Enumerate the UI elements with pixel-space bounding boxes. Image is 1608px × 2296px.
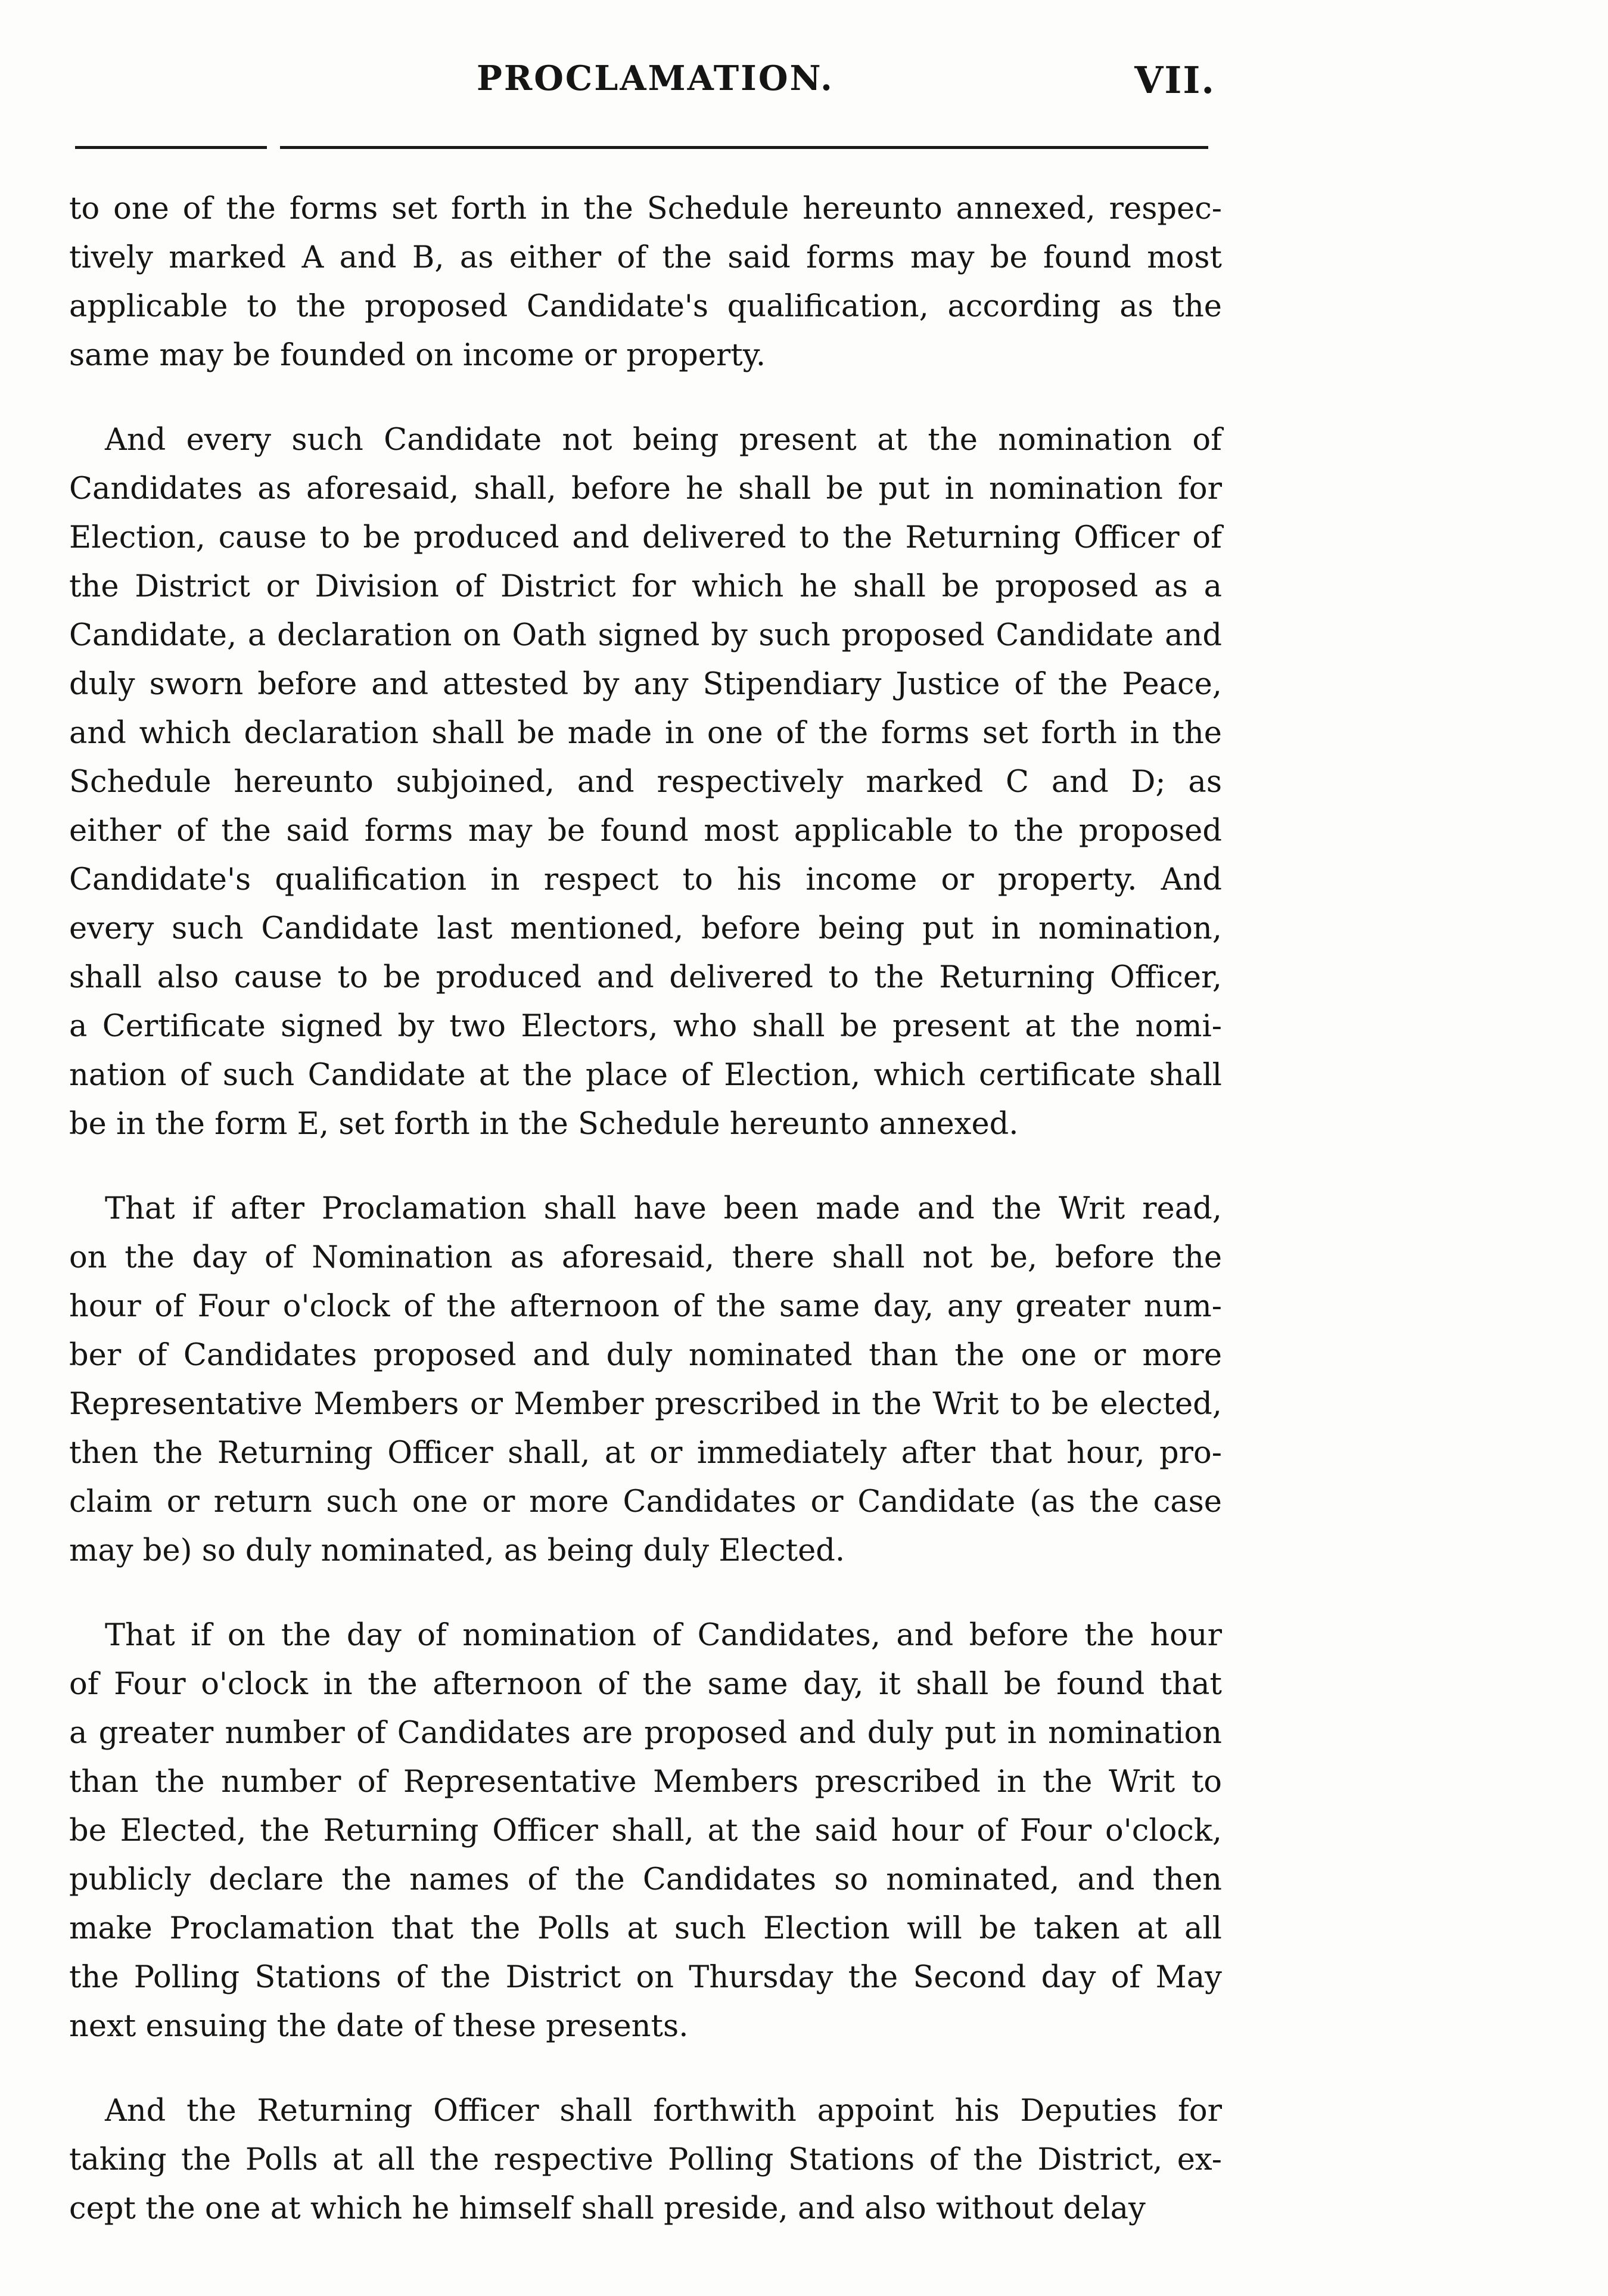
running-title: PROCLAMATION. — [477, 58, 834, 98]
text-line: to one of the forms set forth in the Schedule hereunto annexed, respec- — [69, 191, 1222, 226]
text-line: make Proclamation that the Polls at such Election will be taken at all — [69, 1911, 1222, 1946]
paragraph-gap — [69, 1149, 1222, 1185]
text-line: claim or return such one or more Candidates or Candidate (as the case — [69, 1484, 1222, 1520]
text-line: nation of such Candidate at the place of Election, which certificate shall — [69, 1058, 1222, 1093]
text-line: the Polling Stations of the District on Thursday the Second day of May — [69, 1960, 1222, 1995]
text-line: applicable to the proposed Candidate's qualification, according as the — [69, 289, 1222, 324]
paragraph — [69, 185, 1222, 380]
text-line: either of the said forms may be found most applicable to the proposed — [69, 813, 1222, 849]
text-line: Candidates as aforesaid, shall, before he shall be put in nomination for — [69, 471, 1222, 507]
body-text — [69, 185, 1222, 2233]
paragraph — [69, 1611, 1222, 2051]
text-line: Representative Members or Member prescribed in the Writ to be elected, — [69, 1387, 1222, 1422]
text-line: That if on the day of nomination of Candidates, and before the hour — [105, 1618, 1222, 1653]
text-line: than the number of Representative Members prescribed in the Writ to — [69, 1764, 1222, 1800]
header-rule-left — [75, 146, 267, 149]
paragraph-gap — [69, 2051, 1222, 2087]
paragraph — [69, 1185, 1222, 1576]
text-line: next ensuing the date of these presents. — [69, 2009, 689, 2044]
running-head — [66, 58, 1215, 112]
text-line: And the Returning Officer shall forthwith appoint his Deputies for — [105, 2093, 1222, 2129]
text-line: and which declaration shall be made in one of the forms set forth in the — [69, 716, 1222, 751]
text-line: Election, cause to be produced and delivered to the Returning Officer of — [69, 520, 1222, 555]
text-line: taking the Polls at all the respective Polling Stations of the District, ex- — [69, 2142, 1222, 2177]
text-line: on the day of Nomination as aforesaid, there shall not be, before the — [69, 1240, 1222, 1275]
text-line: duly sworn before and attested by any Stipendiary Justice of the Peace, — [69, 667, 1222, 702]
text-line: cept the one at which he himself shall preside, and also without delay — [69, 2191, 1146, 2226]
text-line: be in the form E, set forth in the Schedule hereunto annexed. — [69, 1107, 1019, 1142]
text-line: then the Returning Officer shall, at or immediately after that hour, pro- — [69, 1436, 1222, 1471]
text-line: be Elected, the Returning Officer shall, at the said hour of Four o'clock, — [69, 1813, 1222, 1848]
header-rule-right — [280, 146, 1208, 149]
text-line: publicly declare the names of the Candidates so nominated, and then — [69, 1862, 1222, 1897]
text-line: hour of Four o'clock of the afternoon of the same day, any greater num- — [69, 1289, 1222, 1324]
text-line: tively marked A and B, as either of the said forms may be found most — [69, 240, 1222, 275]
text-line: may be) so duly nominated, as being duly Elected. — [69, 1533, 845, 1568]
paragraph-gap — [69, 1576, 1222, 1611]
text-line: shall also cause to be produced and delivered to the Returning Officer, — [69, 960, 1222, 995]
text-line: a Certificate signed by two Electors, who shall be present at the nomi- — [69, 1009, 1222, 1044]
paragraph-gap — [69, 380, 1222, 416]
text-line: ber of Candidates proposed and duly nominated than the one or more — [69, 1338, 1222, 1373]
text-line: the District or Division of District for which he shall be proposed as a — [69, 569, 1222, 604]
text-line: every such Candidate last mentioned, before being put in nomination, — [69, 911, 1222, 946]
paragraph — [69, 2087, 1222, 2233]
text-line: Candidate's qualification in respect to his income or property. And — [69, 862, 1222, 897]
text-line: same may be founded on income or property. — [69, 338, 766, 373]
text-line: Schedule hereunto subjoined, and respectively marked C and D; as — [69, 765, 1222, 800]
text-line: a greater number of Candidates are proposed and duly put in nomination — [69, 1716, 1222, 1751]
paragraph — [69, 416, 1222, 1149]
text-line: And every such Candidate not being present at the nomination of — [105, 422, 1222, 458]
text-line: That if after Proclamation shall have been made and the Writ read, — [105, 1191, 1222, 1226]
text-line: Candidate, a declaration on Oath signed by such proposed Candidate and — [69, 618, 1222, 653]
page-number: VII. — [1134, 58, 1215, 102]
text-line: of Four o'clock in the afternoon of the same day, it shall be found that — [69, 1667, 1222, 1702]
